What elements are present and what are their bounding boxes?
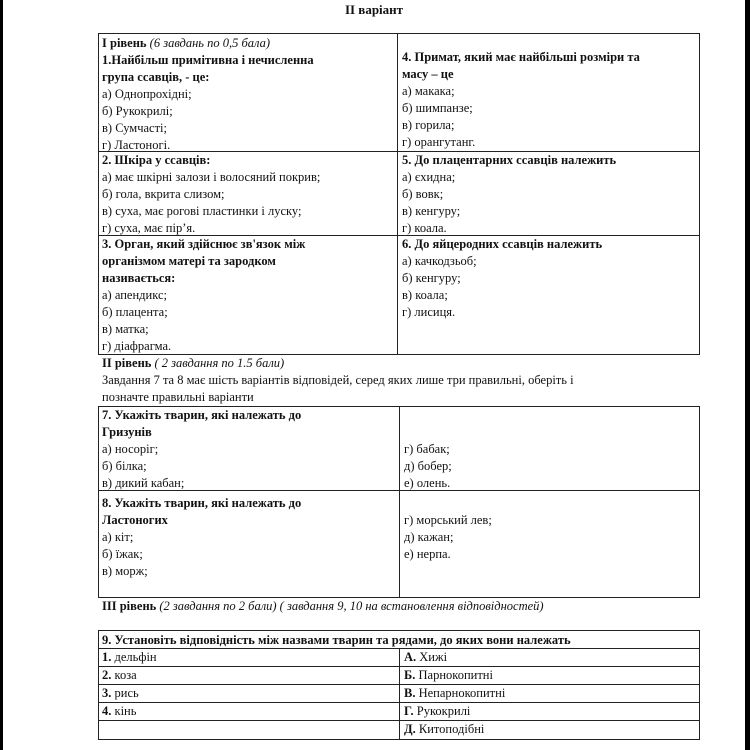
animal-name-3: рись bbox=[111, 686, 139, 700]
q8-cell bbox=[98, 494, 399, 581]
q4-question: 4. Примат, який має найбільші розміри та bbox=[402, 50, 640, 64]
level3-scoring: (2 завдання по 2 бали) ( завдання 9, 10 на встановлення відповідностей) bbox=[156, 599, 544, 613]
q4-option-c: в) горила; bbox=[402, 118, 455, 132]
order-name-b: Парнокопитні bbox=[415, 668, 493, 682]
order-letter-c: В. bbox=[404, 686, 416, 700]
q8-right-cell bbox=[400, 511, 700, 564]
q5-cell bbox=[398, 151, 700, 238]
animal-num-4: 4. bbox=[102, 704, 112, 718]
q6-option-a: а) качкодзьоб; bbox=[402, 254, 477, 268]
order-name-d: Рукокрилі bbox=[413, 704, 471, 718]
q1-option-d: г) Ластоногі. bbox=[102, 138, 171, 152]
q1-question: 1.Найбільш примітивна і нечисленна bbox=[102, 53, 314, 67]
q8-option-d: г) морський лев; bbox=[404, 513, 492, 527]
q2-option-d: г) суха, має пір’я. bbox=[102, 221, 196, 235]
q7-right-cell bbox=[400, 440, 700, 493]
q3-cell bbox=[98, 235, 397, 356]
order-letter-b: Б. bbox=[404, 668, 416, 682]
level2-instruction-cont: позначте правильні варіанти bbox=[102, 390, 254, 404]
animal-name-1: дельфін bbox=[111, 650, 157, 664]
q3-question-cont: організмом матері та зародком bbox=[102, 254, 276, 268]
q4-option-b: б) шимпанзе; bbox=[402, 101, 473, 115]
order-letter-a: А. bbox=[404, 650, 417, 664]
q7-option-a: а) носоріг; bbox=[102, 442, 159, 456]
q3-option-c: в) матка; bbox=[102, 322, 149, 336]
q1-option-b: б) Рукокрилі; bbox=[102, 104, 173, 118]
q9-question: 9. Установіть відповідність між назвами тварин та рядами, до яких вони належать bbox=[102, 633, 571, 647]
q7-option-e: д) бобер; bbox=[404, 459, 452, 473]
order-name-c: Непарнокопитні bbox=[415, 686, 506, 700]
level3-heading: ІІІ рівень bbox=[102, 599, 157, 613]
q3-option-d: г) діафрагма. bbox=[102, 339, 172, 353]
animal-row-1 bbox=[98, 648, 399, 667]
level1-heading-cell bbox=[98, 34, 397, 155]
q2-option-c: в) суха, має рогові пластинки і луску; bbox=[102, 204, 302, 218]
order-row-c bbox=[400, 684, 700, 703]
level1-scoring: (6 завдань по 0,5 бала) bbox=[146, 36, 271, 50]
q7-option-c: в) дикий кабан; bbox=[102, 476, 185, 490]
q8-question: 8. Укажіть тварин, які належать до bbox=[102, 496, 302, 510]
q2-option-b: б) гола, вкрита слизом; bbox=[102, 187, 225, 201]
q6-question: 6. До яйцеродних ссавців належить bbox=[402, 237, 603, 251]
order-letter-d: Г. bbox=[404, 704, 414, 718]
animal-num-2: 2. bbox=[102, 668, 112, 682]
q1-option-a: а) Однопрохідні; bbox=[102, 87, 192, 101]
q8-question-cont: Ластоногих bbox=[102, 513, 168, 527]
q1-question-cont: група ссавців, - це: bbox=[102, 70, 210, 84]
order-row-a bbox=[400, 648, 700, 667]
q8-option-f: е) нерпа. bbox=[404, 547, 451, 561]
order-row-b bbox=[400, 666, 700, 685]
q7-option-f: е) олень. bbox=[404, 476, 451, 490]
animal-num-3: 3. bbox=[102, 686, 112, 700]
order-row-e bbox=[400, 720, 700, 739]
q6-cell bbox=[398, 235, 700, 322]
q5-option-b: б) вовк; bbox=[402, 187, 444, 201]
order-name-a: Хижі bbox=[416, 650, 448, 664]
q1-option-c: в) Сумчасті; bbox=[102, 121, 168, 135]
q7-option-b: б) білка; bbox=[102, 459, 147, 473]
page-title: II варіант bbox=[344, 2, 404, 17]
q6-option-b: б) кенгуру; bbox=[402, 271, 461, 285]
level2-heading: ІІ рівень bbox=[102, 356, 152, 370]
order-letter-e: Д. bbox=[404, 722, 416, 736]
q5-option-d: г) коала. bbox=[402, 221, 447, 235]
q7-option-d: г) бабак; bbox=[404, 442, 450, 456]
animal-num-1: 1. bbox=[102, 650, 112, 664]
q4-option-a: а) макака; bbox=[402, 84, 455, 98]
q3-option-b: б) плацента; bbox=[102, 305, 168, 319]
q4-option-d: г) орангутанг. bbox=[402, 135, 476, 149]
q5-option-c: в) кенгуру; bbox=[402, 204, 461, 218]
q6-option-d: г) лисиця. bbox=[402, 305, 456, 319]
q2-cell bbox=[98, 151, 397, 238]
q4-cell bbox=[398, 48, 700, 152]
q5-question: 5. До плацентарних ссавців належить bbox=[402, 153, 617, 167]
order-name-e: Китоподібні bbox=[415, 722, 485, 736]
q8-option-e: д) кажан; bbox=[404, 530, 454, 544]
worksheet-page bbox=[3, 0, 745, 750]
q4-question-cont: масу – це bbox=[402, 67, 454, 81]
q8-option-c: в) морж; bbox=[102, 564, 148, 578]
level3-heading-block bbox=[102, 598, 544, 615]
q2-question: 2. Шкіра у ссавців: bbox=[102, 153, 211, 167]
q2-option-a: а) має шкірні залози і волосяний покрив; bbox=[102, 170, 321, 184]
q8-option-b: б) їжак; bbox=[102, 547, 143, 561]
animal-name-4: кінь bbox=[111, 704, 137, 718]
q6-option-c: в) коала; bbox=[402, 288, 448, 302]
q3-question: 3. Орган, який здійснює зв'язок між bbox=[102, 237, 306, 251]
q7-question-cont: Гризунів bbox=[102, 425, 152, 439]
q8-option-a: а) кіт; bbox=[102, 530, 134, 544]
q3-question-end: називається: bbox=[102, 271, 176, 285]
animal-row-4 bbox=[98, 702, 399, 721]
q7-question: 7. Укажіть тварин, які належать до bbox=[102, 408, 302, 422]
q5-option-a: а) єхидна; bbox=[402, 170, 456, 184]
q7-cell bbox=[98, 406, 399, 493]
animal-row-3 bbox=[98, 684, 399, 703]
level2-heading-block bbox=[102, 355, 574, 406]
order-row-d bbox=[400, 702, 700, 721]
level1-heading: І рівень bbox=[102, 36, 147, 50]
q3-option-a: а) апендикс; bbox=[102, 288, 167, 302]
level2-instruction: Завдання 7 та 8 має шість варіантів відповідей, серед яких лише три правильні, оберіть і bbox=[102, 373, 574, 387]
animal-name-2: коза bbox=[111, 668, 137, 682]
animal-row-2 bbox=[98, 666, 399, 685]
level2-scoring: ( 2 завдання по 1.5 бали) bbox=[151, 356, 285, 370]
